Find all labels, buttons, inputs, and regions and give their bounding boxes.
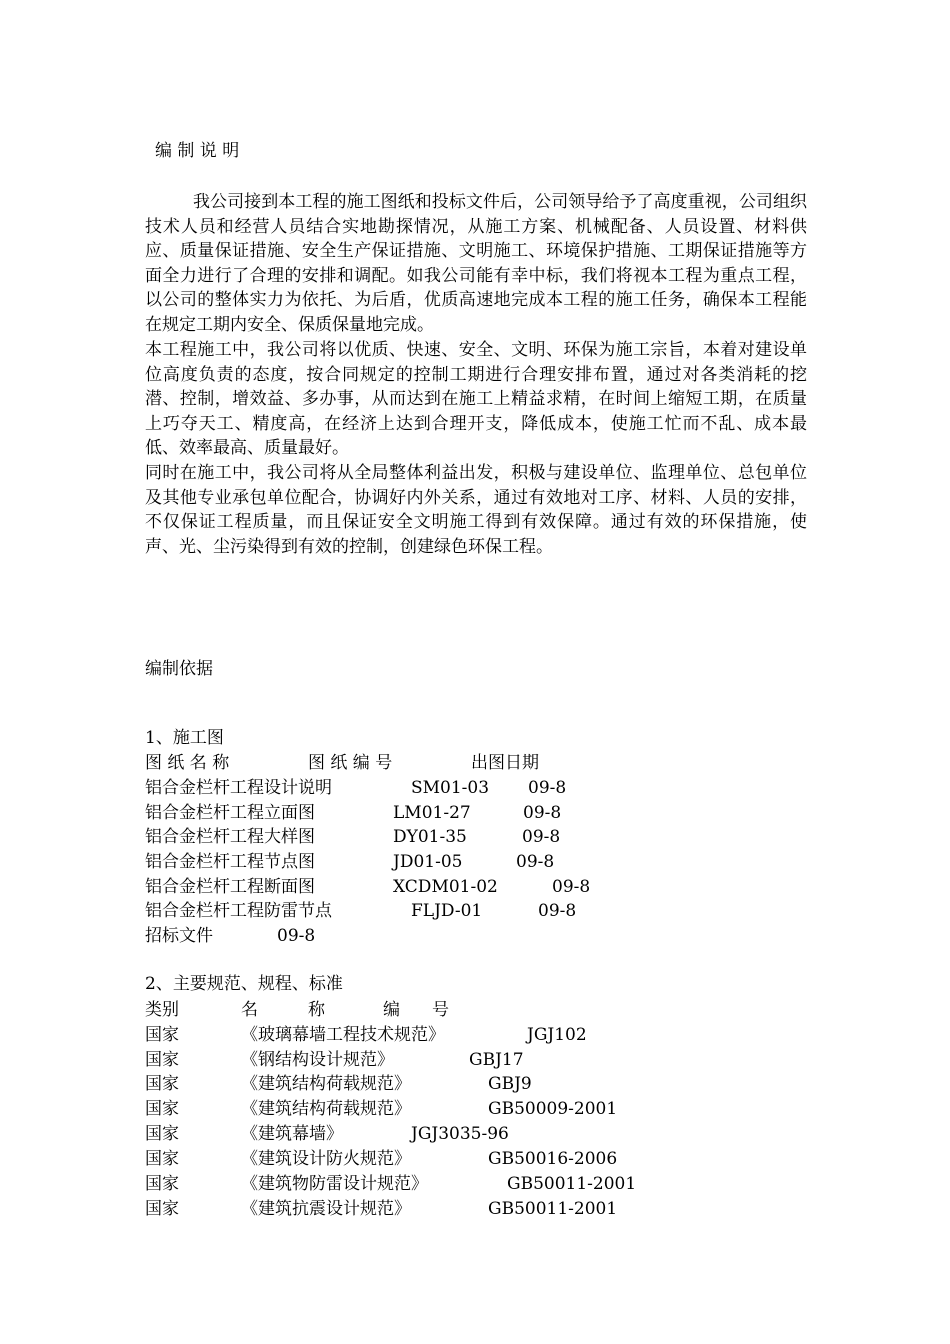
standard-code: JGJ102 (527, 1025, 587, 1045)
standard-code: GBJ9 (488, 1074, 532, 1094)
standard-code: GB50011-2001 (488, 1199, 618, 1219)
drawing-name: 铝合金栏杆工程断面图 (145, 877, 315, 897)
standard-code: GB50016-2006 (488, 1149, 618, 1169)
drawing-date: 09-8 (516, 852, 555, 872)
standards-col-name-header-2: 称 (308, 1000, 325, 1020)
standard-name: 《建筑设计防火规范》 (241, 1149, 411, 1169)
standard-row (145, 1172, 745, 1196)
standard-category: 国家 (145, 1174, 179, 1194)
standard-category: 国家 (145, 1050, 179, 1070)
standard-row (145, 1048, 745, 1072)
standard-category: 国家 (145, 1149, 179, 1169)
drawings-heading: 1、施工图 (145, 728, 224, 748)
standards-col-code-header-1: 编 (383, 1000, 400, 1020)
standard-row (145, 1097, 745, 1121)
drawing-date: 09-8 (552, 877, 591, 897)
drawings-col-name-header: 图 纸 名 称 (145, 753, 230, 773)
standard-name: 《建筑物防雷设计规范》 (241, 1174, 428, 1194)
drawing-name: 铝合金栏杆工程节点图 (145, 852, 315, 872)
standard-code: GB50011-2001 (507, 1174, 637, 1194)
drawing-row (145, 899, 745, 923)
standard-name: 《钢结构设计规范》 (241, 1050, 394, 1070)
drawing-date: 09-8 (538, 901, 577, 921)
drawing-number: FLJD-01 (411, 901, 483, 921)
standard-row (145, 1023, 745, 1047)
intro-paragraph-3: 同时在施工中，我公司将从全局整体利益出发，积极与建设单位、监理单位、总包单位及其他专业承包单位配合，协调好内外关系，通过有效地对工序、材料、人员的安排，不仅保证工程质量，而且保证安全文明施工得到有效保障。通过有效的环保措施，使声、光、尘污染得到有效的控制，创建绿色环保工程。 (145, 463, 807, 557)
drawings-col-date-header: 出图日期 (471, 753, 539, 773)
drawing-number: LM01-27 (393, 803, 471, 823)
drawing-row (145, 801, 745, 825)
standard-name: 《建筑结构荷载规范》 (241, 1099, 411, 1119)
drawing-number: 09-8 (277, 926, 316, 946)
standards-col-name-header-1: 名 (241, 1000, 258, 1020)
intro-paragraph-2: 本工程施工中，我公司将以优质、快速、安全、文明、环保为施工宗旨，本着对建设单位高度负责的态度，按合同规定的控制工期进行合理安排布置，通过对各类消耗的挖潜、控制，增效益、多办事，从而达到在施工上精益求精，在时间上缩短工期，在质量上巧夺天工、精度高，在经济上达到合理开支，降低成本，使施工忙而不乱、成本最低、效率最高、质量最好。 (145, 340, 807, 459)
standard-category: 国家 (145, 1025, 179, 1045)
drawing-number: XCDM01-02 (393, 877, 498, 897)
drawings-header-row (145, 751, 745, 775)
drawing-name: 铝合金栏杆工程立面图 (145, 803, 315, 823)
intro-paragraph-1: 我公司接到本工程的施工图纸和投标文件后，公司领导给予了高度重视，公司组织技术人员和经营人员结合实地勘探情况，从施工方案、机械配备、人员设置、材料供应、质量保证措施、安全生产保证措施、文明施工、环境保护措施、工期保证措施等方面全力进行了合理的安排和调配。如我公司能有幸中标，我们将视本工程为重点工程，以公司的整体实力为依托、为后盾，优质高速地完成本工程的施工任务，确保本工程能在规定工期内安全、保质保量地完成。 (145, 192, 807, 335)
drawing-row (145, 825, 745, 849)
drawing-name: 铝合金栏杆工程大样图 (145, 827, 315, 847)
standards-col-category-header: 类别 (145, 1000, 179, 1020)
standards-header-row (145, 998, 745, 1022)
standard-row (145, 1197, 745, 1221)
standard-code: JGJ3035-96 (411, 1124, 509, 1144)
drawing-date: 09-8 (528, 778, 567, 798)
drawing-name: 铝合金栏杆工程防雷节点 (145, 901, 332, 921)
drawing-row (145, 776, 745, 800)
drawing-row (145, 924, 745, 948)
section-heading-basis: 编制依据 (145, 659, 213, 679)
standard-name: 《建筑抗震设计规范》 (241, 1199, 411, 1219)
standard-code: GBJ17 (469, 1050, 524, 1070)
drawing-date: 09-8 (523, 803, 562, 823)
standard-category: 国家 (145, 1074, 179, 1094)
standard-row (145, 1147, 745, 1171)
page-title: 编 制 说 明 (155, 141, 240, 161)
drawings-col-number-header: 图 纸 编 号 (308, 753, 393, 773)
standard-category: 国家 (145, 1199, 179, 1219)
drawing-number: DY01-35 (393, 827, 467, 847)
standards-heading: 2、主要规范、规程、标准 (145, 974, 343, 994)
drawing-row (145, 875, 745, 899)
standard-name: 《建筑幕墙》 (241, 1124, 343, 1144)
standard-row (145, 1122, 745, 1146)
standard-name: 《建筑结构荷载规范》 (241, 1074, 411, 1094)
standard-category: 国家 (145, 1124, 179, 1144)
drawing-name: 招标文件 (145, 926, 213, 946)
drawing-date: 09-8 (522, 827, 561, 847)
standards-col-code-header-2: 号 (432, 1000, 449, 1020)
drawing-number: JD01-05 (393, 852, 463, 872)
drawing-row (145, 850, 745, 874)
standard-name: 《玻璃幕墙工程技术规范》 (241, 1025, 445, 1045)
drawing-name: 铝合金栏杆工程设计说明 (145, 778, 332, 798)
standard-row (145, 1072, 745, 1096)
standard-code: GB50009-2001 (488, 1099, 618, 1119)
standard-category: 国家 (145, 1099, 179, 1119)
drawing-number: SM01-03 (411, 778, 490, 798)
